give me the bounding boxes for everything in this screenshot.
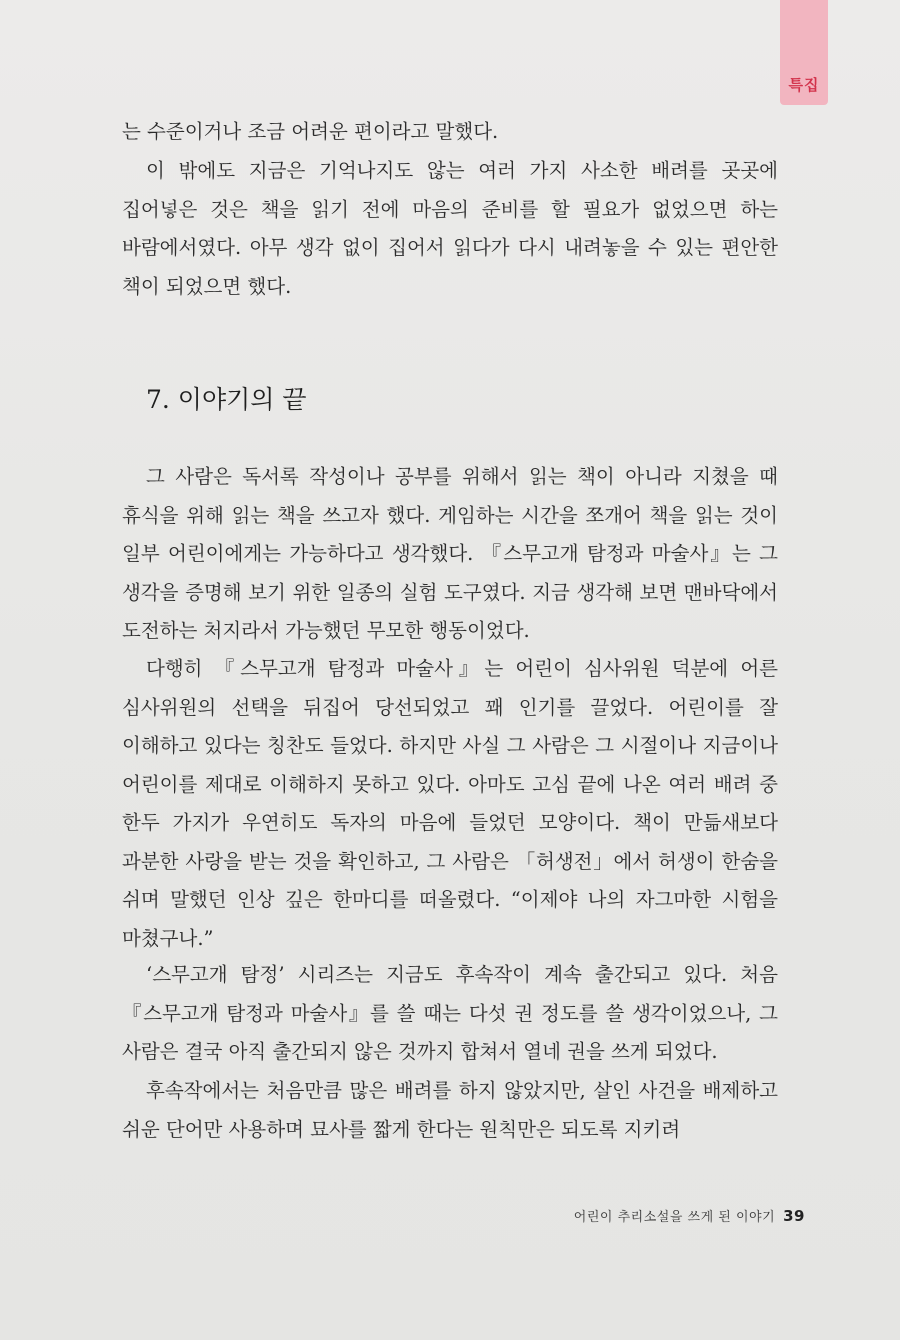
paragraph-continued: 는 수준이거나 조금 어려운 편이라고 말했다. — [122, 120, 499, 143]
running-footer — [574, 1206, 805, 1225]
paragraph-purpose: 그 사람은 독서록 작성이나 공부를 위해서 읽는 책이 아니라 지쳤을 때 휴식을 위해 읽는 책을 쓰고자 했다. 게임하는 시간을 쪼개어 책을 읽는 것이 일부 어린이에게는 가능하다고 생각했다. 『스무고개 탐정과 마술사』는 그 생각을 증명해 보기 위한 일종의 실험 도구였다. 지금 생각해 보면 맨바닥에서 도전하는 처지라서 가능했던 무모한 행동이었다. — [122, 465, 778, 642]
footer-title: 어린이 추리소설을 쓰게 된 이야기 — [573, 1210, 776, 1225]
section-tab — [780, 0, 828, 105]
paragraph-sequels: 후속작에서는 처음만큼 많은 배려를 하지 않았지만, 살인 사건을 배제하고 쉬운 단어만 사용하며 묘사를 짧게 한다는 원칙만은 되도록 지키려 — [122, 1079, 778, 1141]
section-heading: 7. 이야기의 끝 — [146, 385, 307, 414]
page-number: 39 — [783, 1207, 805, 1225]
section-tab-label: 특집 — [788, 76, 820, 94]
paragraph-series: ‘스무고개 탐정’ 시리즈는 지금도 후속작이 계속 출간되고 있다. 처음 『스무고개 탐정과 마술사』를 쓸 때는 다섯 권 정도를 쓸 생각이었으나, 그 사람은 결국 아직 출간되지 않은 것까지 합쳐서 열네 권을 쓰게 되었다. — [122, 963, 778, 1063]
paragraph-consideration: 이 밖에도 지금은 기억나지도 않는 여러 가지 사소한 배려를 곳곳에 집어넣은 것은 책을 읽기 전에 마음의 준비를 할 필요가 없었으면 하는 바람에서였다. 아무 생각 없이 집어서 읽다가 다시 내려놓을 수 있는 편안한 책이 되었으면 했다. — [122, 159, 778, 298]
paragraph-fortunately: 다행히 『스무고개 탐정과 마술사』는 어린이 심사위원 덕분에 어른 심사위원의 선택을 뒤집어 당선되었고 꽤 인기를 끌었다. 어린이를 잘 이해하고 있다는 칭찬도 들었다. 하지만 사실 그 사람은 그 시절이나 지금이나 어린이를 제대로 이해하지 못하고 있다. 아마도 고심 끝에 나온 여러 배려 중 한두 가지가 우연히도 독자의 마음에 들었던 모양이다. 책이 만듦새보다 과분한 사랑을 받는 것을 확인하고, 그 사람은 「허생전」에서 허생이 한숨을 쉬며 말했던 인상 깊은 한마디를 떠올렸다. “이제야 나의 자그마한 시험을 마쳤구나.” — [122, 657, 778, 950]
